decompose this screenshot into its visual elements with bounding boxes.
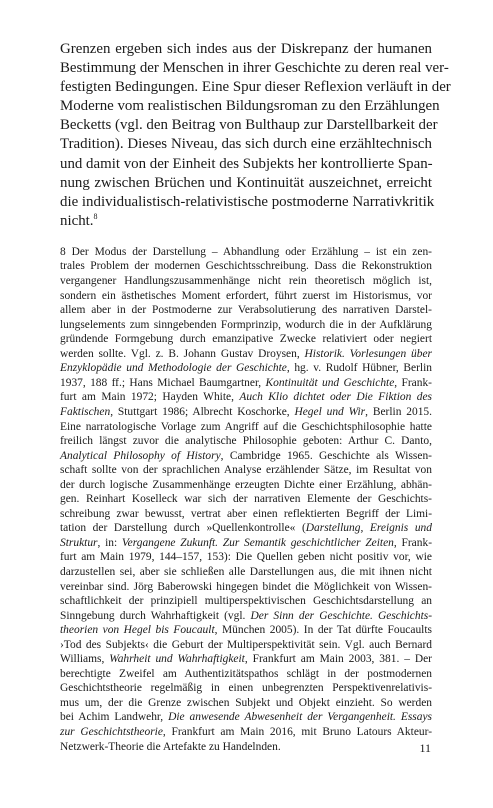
footnote-text: , Stuttgart 1986; Albrecht Koschorke, bbox=[110, 405, 295, 418]
footnote-text: Williams, bbox=[60, 653, 110, 666]
footnote-title: Der Sinn der Geschichte. Geschichts- bbox=[250, 609, 433, 622]
footnote-text: Netzwerk-Theorie die Artefakte zu Handelnden. bbox=[60, 740, 281, 753]
footnote-text: furt am Main 1979, 144–157, 153): Die Quellen geben nicht positiv vor, wie bbox=[60, 551, 432, 564]
footnote-line bbox=[60, 565, 432, 580]
footnote-line bbox=[60, 405, 432, 420]
footnote-text: schaftlichkeit der prinzipiell multiperspektivischen Geschichtsdarstellung an bbox=[60, 595, 432, 608]
footnote-line bbox=[60, 434, 432, 449]
footnote-text: darzustellen sei, aber sie schließen alle Darstellungen aus, die mit ihnen nicht bbox=[60, 565, 432, 578]
footnote-text: 1937, 188 ff.; Hans Michael Baumgartner, bbox=[60, 376, 266, 389]
footnote-text: lungselements zum sinngebenden Formprinzip, wodurch die in der Aufklärung bbox=[60, 318, 432, 331]
footnote-line bbox=[60, 332, 432, 347]
footnote-title: Struktur bbox=[60, 536, 98, 549]
text-line: nung zwischen Brüchen und Kontinuität auszeichnet, erreicht bbox=[60, 174, 432, 191]
footnote-text: , Berlin 2015. bbox=[365, 405, 432, 418]
footnote-line bbox=[60, 594, 432, 609]
footnote-line bbox=[60, 696, 432, 711]
footnote-text: freilich längst zuvor die analytische Philosophie geboten: Arthur C. Danto, bbox=[60, 435, 432, 448]
footnote-text: , München 2005). In der Tat dürfte Foucaults bbox=[214, 624, 432, 637]
footnote-title: Analytical Philosophy of History bbox=[60, 449, 221, 462]
footnote-line bbox=[60, 507, 432, 522]
footnote-line bbox=[60, 638, 432, 653]
footnote-line bbox=[60, 303, 432, 318]
footnote-text: allem aber in der Postmoderne zur Verabsolutierung des narrativen Darstel- bbox=[60, 304, 432, 317]
footnote-line bbox=[60, 536, 432, 551]
footnote-title: Enzyklopädie und Methodologie der Geschichte bbox=[60, 362, 287, 375]
text-line: Grenzen ergeben sich indes aus der Diskrepanz der humanen bbox=[60, 41, 432, 57]
footnote-line bbox=[60, 725, 432, 740]
footnote-line bbox=[60, 318, 432, 333]
footnote-line bbox=[60, 347, 432, 362]
footnote-text: tation der Darstellung durch »Quellenkontrolle« ( bbox=[60, 522, 306, 535]
footnote-title: Hegel und Wir bbox=[294, 405, 366, 418]
footnote-title: Darstellung, Ereignis und bbox=[305, 522, 432, 535]
footnote-line bbox=[60, 390, 432, 405]
footnote-text: der durch logische Zusammenhänge erzeugten Dichte einer Erzählung, abhän- bbox=[60, 478, 432, 491]
footnote-line bbox=[60, 623, 432, 638]
footnote-reference[interactable]: 8 bbox=[93, 211, 98, 221]
footnote-line bbox=[60, 550, 432, 565]
footnote-line bbox=[60, 521, 432, 536]
footnote-text: , Frankfurt am Main 2016, mit Bruno Latours Akteur- bbox=[162, 725, 433, 738]
footnote-text: Geschichtstheorie regelmäßig in einen unbegrenzten Perspektivenrelativis- bbox=[60, 682, 432, 695]
footnote-text: gründende Formgebung durch emanzipative Zwecke relativiert oder negiert bbox=[60, 333, 432, 346]
footnote-line bbox=[60, 609, 432, 624]
footnote-line bbox=[60, 667, 432, 682]
text-line: Tradition). Dieses Niveau, das sich durch eine erzähltechnisch bbox=[60, 136, 432, 153]
footnote-title: Historik. Vorlesungen über bbox=[304, 347, 432, 360]
text-line: Moderne vom realistischen Bildungsroman zu den Erzählungen bbox=[60, 98, 440, 115]
footnote-text: bei Achim Landwehr, bbox=[60, 711, 169, 724]
footnote-line bbox=[60, 478, 432, 493]
footnote-line bbox=[60, 376, 432, 391]
main-paragraph bbox=[60, 40, 451, 231]
page-content bbox=[60, 40, 451, 754]
footnote-text: , Frank- bbox=[393, 536, 432, 549]
page-number: 11 bbox=[419, 741, 431, 755]
footnote-line bbox=[60, 710, 432, 725]
text-line: Becketts (vgl. den Beitrag von Bulthaup zur Darstellbarkeit der bbox=[60, 117, 438, 134]
footnote-text: , Cambridge 1965. Geschichte als Wissen- bbox=[220, 449, 432, 462]
footnote-text: , in: bbox=[97, 536, 122, 549]
footnote-line bbox=[60, 492, 432, 507]
text-line: und damit von der Einheit des Subjekts her kontrollierte Span- bbox=[60, 155, 433, 172]
text-line: die individualistisch-relativistische postmoderne Narrativkritik bbox=[60, 193, 435, 210]
footnote-text: Sinngebung durch Wahrhaftigkeit (vgl. bbox=[60, 609, 251, 622]
footnote-text: , Frank- bbox=[394, 376, 432, 389]
footnote-text: 8 Der Modus der Darstellung – Abhandlung oder Erzählung – ist ein zen- bbox=[60, 245, 432, 258]
footnote-text: sondern ein ästhetisches Moment erfordert, führt zuerst im Historismus, vor bbox=[60, 289, 432, 302]
footnote-title: zur Geschichtstheorie bbox=[60, 725, 163, 738]
footnote-line bbox=[60, 681, 432, 696]
footnote-line bbox=[60, 245, 432, 260]
footnote-line bbox=[60, 740, 432, 755]
text-line-last bbox=[60, 212, 432, 231]
footnote-text: , hg. v. Rudolf Hübner, Berlin bbox=[286, 362, 432, 375]
footnote-text: vergangener Handlungszusammenhänge nicht rein theoretisch möglich ist, bbox=[60, 275, 432, 288]
footnote-title: Vergangene Zukunft. Zur Semantik geschichtlicher Zeiten bbox=[121, 536, 394, 549]
footnote-text: schreibung zwar bewusst, vertrat aber einen reflektierten Begriff der Limi- bbox=[60, 507, 432, 520]
footnote-text: trales Problem der modernen Geschichtsschreibung. Dass die Rekonstruktion bbox=[60, 260, 432, 273]
footnote-text: berechtigte Zweifel am Authentizitätspathos schlägt in der postmodernen bbox=[60, 667, 432, 680]
footnote-text: furt am Main 1972; Hayden White, bbox=[60, 391, 240, 404]
footnote-title: Die anwesende Abwesenheit der Vergangenheit. Essays bbox=[168, 711, 432, 724]
footnote-title: theorien von Hegel bis Foucault bbox=[60, 624, 215, 637]
footnote-text: Eine narratologische Vorlage zum Angriff auf die Geschichtsphilosophie hatte bbox=[60, 420, 432, 433]
footnote-line bbox=[60, 580, 432, 595]
footnote-line bbox=[60, 259, 432, 274]
footnote-line bbox=[60, 449, 432, 464]
footnote-line bbox=[60, 652, 432, 667]
footnote-line bbox=[60, 420, 432, 435]
footnote-title: Wahrheit und Wahrhaftigkeit bbox=[109, 653, 245, 666]
footnote bbox=[60, 245, 432, 754]
footnote-line bbox=[60, 463, 432, 478]
footnote-title: Kontinuität und Geschichte bbox=[265, 376, 395, 389]
footnote-text: gen. Reinhart Koselleck war sich der narrativen Elemente der Geschichts- bbox=[60, 493, 432, 506]
footnote-line bbox=[60, 274, 432, 289]
footnote-line bbox=[60, 361, 432, 376]
footnote-title: Auch Klio dichtet oder Die Fiktion des bbox=[239, 391, 432, 404]
text-fragment: nicht. bbox=[60, 212, 94, 229]
footnote-text: schaft sollte von der sprachlichen Analyse erzählender Sätze, im Resultat von bbox=[60, 464, 432, 477]
footnote-text: mus um, der die Grenze zwischen Subjekt und Objekt einzieht. So werden bbox=[60, 696, 432, 709]
footnote-title: Faktischen bbox=[60, 405, 111, 418]
text-line: Bestimmung der Menschen in ihrer Geschichte zu deren real ver- bbox=[60, 60, 449, 77]
footnote-text: werden sollte. Vgl. z. B. Johann Gustav Droysen, bbox=[60, 347, 305, 360]
text-line: festigten Bedingungen. Eine Spur dieser Reflexion verläuft in der bbox=[60, 79, 451, 96]
footnote-text: ›Tod des Subjekts‹ die Geburt der Multiperspektivität sein. Vgl. auch Bernard bbox=[60, 638, 432, 651]
footnote-line bbox=[60, 289, 432, 304]
footnote-text: vereinbar sind. Jörg Baberowski hingegen bindet die Möglichkeit von Wissen- bbox=[60, 580, 432, 593]
footnote-text: , Frankfurt am Main 2003, 381. – Der bbox=[244, 653, 432, 666]
